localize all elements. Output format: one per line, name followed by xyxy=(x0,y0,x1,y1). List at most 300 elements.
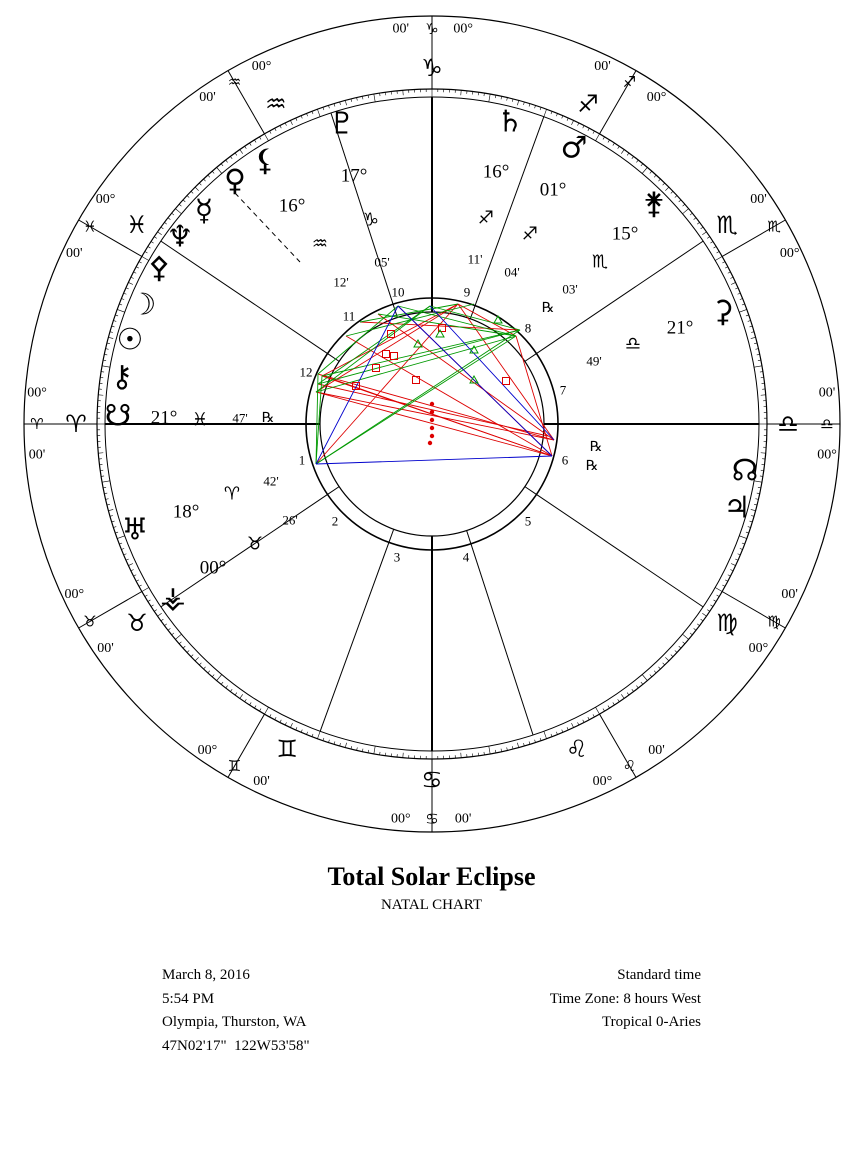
aspect-line-trine xyxy=(318,330,520,384)
outer-sign-label: ♈ xyxy=(30,415,44,433)
degree-tick xyxy=(345,743,346,748)
zodiac-band-sign: ♋ xyxy=(421,766,443,794)
conjunction-aspect-marker xyxy=(430,418,434,422)
degree-tick xyxy=(290,120,292,125)
degree-tick xyxy=(128,563,133,565)
conjunction-aspect-marker xyxy=(430,426,434,430)
degree-tick xyxy=(226,686,228,688)
cusp-degree: 16° xyxy=(278,195,306,217)
degree-tick xyxy=(683,204,685,206)
outer-minute-label: 00' xyxy=(648,742,665,758)
degree-tick xyxy=(345,100,346,105)
degree-tick xyxy=(126,288,129,289)
degree-tick xyxy=(108,337,113,338)
degree-tick xyxy=(735,288,738,289)
degree-tick xyxy=(583,126,584,129)
outer-degree-label: 00° xyxy=(646,90,667,106)
conjunction-aspect-marker xyxy=(430,410,434,414)
chart-date: March 8, 2016 xyxy=(162,967,250,983)
degree-tick xyxy=(270,131,271,134)
square-aspect-marker xyxy=(413,377,420,384)
degree-tick xyxy=(571,120,573,125)
degree-tick xyxy=(296,118,297,121)
house-cusp-inner-tick xyxy=(525,487,537,495)
degree-tick xyxy=(697,624,699,626)
degree-tick xyxy=(102,481,110,482)
degree-tick xyxy=(208,175,210,177)
degree-tick xyxy=(707,610,709,612)
retrograde-marker: ℞ xyxy=(585,458,599,474)
outer-degree-label: 00° xyxy=(64,586,85,602)
degree-tick xyxy=(145,595,148,597)
degree-tick xyxy=(161,227,163,229)
cusp-sign: ♈ xyxy=(223,483,241,505)
degree-tick xyxy=(374,94,375,102)
degree-tick xyxy=(588,717,589,720)
degree-tick xyxy=(618,146,620,148)
degree-tick xyxy=(250,702,252,705)
degree-tick xyxy=(654,175,656,177)
outer-degree-label: 00° xyxy=(453,21,474,37)
cusp-minute: 26' xyxy=(282,512,298,528)
aspect-line-square xyxy=(458,304,554,440)
degree-tick xyxy=(254,140,256,143)
house-number: 8 xyxy=(524,320,532,336)
house-cusp-line xyxy=(161,241,328,353)
degree-tick xyxy=(108,509,113,510)
degree-tick xyxy=(128,282,133,284)
degree-tick xyxy=(179,204,181,206)
house-cusp-inner-tick xyxy=(525,354,537,362)
outer-sign-label: ♏ xyxy=(767,217,781,236)
outer-degree-label: 00° xyxy=(779,246,800,262)
retrograde-marker: ℞ xyxy=(541,300,555,316)
zodiac-band-sign: ♊ xyxy=(276,735,298,764)
chart-location: Olympia, Thurston, WA xyxy=(162,1014,307,1030)
outer-minute-label: 00' xyxy=(66,246,83,262)
degree-tick xyxy=(544,731,547,739)
cusp-minute: 11' xyxy=(467,251,483,267)
cusp-degree: 01° xyxy=(539,179,567,201)
zodiac-band-sign: ♓ xyxy=(126,210,148,239)
degree-tick xyxy=(221,164,223,166)
degree-tick xyxy=(650,675,652,677)
degree-tick xyxy=(250,143,252,146)
degree-tick xyxy=(613,702,615,705)
cusp-minute: 03' xyxy=(562,281,578,297)
outer-minute-label: 00' xyxy=(750,191,767,207)
degree-tick xyxy=(694,628,696,630)
house-number: 3 xyxy=(393,549,401,565)
degree-tick xyxy=(583,720,584,723)
time-zone: Time Zone: 8 hours West xyxy=(549,990,701,1007)
outer-degree-label: 00° xyxy=(27,385,47,401)
cusp-minute: 12' xyxy=(333,274,349,290)
degree-tick xyxy=(187,650,189,652)
zodiac-band-sign: ♌ xyxy=(566,735,588,764)
degree-tick xyxy=(714,246,717,248)
degree-tick xyxy=(240,150,243,154)
degree-tick xyxy=(301,730,302,733)
degree-tick xyxy=(702,232,706,235)
degree-tick xyxy=(596,134,600,141)
house-number: 12 xyxy=(299,364,313,380)
degree-tick xyxy=(161,619,163,621)
degree-tick xyxy=(658,667,660,669)
degree-tick xyxy=(265,707,269,714)
degree-tick xyxy=(749,326,752,327)
aspect-line-minor xyxy=(316,456,552,464)
degree-tick xyxy=(642,167,647,173)
cusp-minute: 49' xyxy=(586,353,602,369)
zodiac-band-sign: ♎ xyxy=(777,410,799,438)
square-aspect-marker xyxy=(503,378,510,385)
degree-tick xyxy=(701,227,703,229)
house-cusp-line xyxy=(471,544,533,735)
degree-tick xyxy=(195,187,199,191)
degree-tick xyxy=(524,743,525,746)
outer-minute-label: 00' xyxy=(781,586,798,602)
degree-tick xyxy=(164,624,166,626)
degree-tick xyxy=(618,699,620,701)
degree-tick xyxy=(675,650,677,652)
degree-tick xyxy=(567,727,568,730)
planet-glyph-lilith: ⚸ xyxy=(254,143,276,179)
degree-tick xyxy=(280,126,281,129)
degree-tick xyxy=(245,699,247,701)
outer-minute-label: 00' xyxy=(253,774,270,790)
outer-minute-label: 00' xyxy=(199,90,216,106)
degree-tick xyxy=(578,123,579,126)
planet-glyph-eris: ♅ xyxy=(121,512,149,548)
degree-tick xyxy=(240,694,243,698)
outer-sign-label: ♓ xyxy=(83,217,97,236)
degree-tick xyxy=(567,118,568,121)
planet-glyph-pallas: ⚴ xyxy=(148,250,170,286)
aspect-line-trine xyxy=(398,306,516,336)
degree-tick xyxy=(212,171,214,173)
degree-tick xyxy=(717,595,720,597)
degree-tick xyxy=(259,137,261,140)
cusp-degree: 00° xyxy=(199,557,227,579)
degree-tick xyxy=(728,272,731,273)
degree-tick xyxy=(613,143,615,146)
degree-tick xyxy=(142,588,149,592)
zodiac-band-sign: ♈ xyxy=(65,410,87,438)
degree-tick xyxy=(117,309,125,312)
outer-minute-label: 00' xyxy=(28,447,46,463)
zodiac-type: Tropical 0-Aries xyxy=(601,1014,701,1030)
degree-tick xyxy=(489,94,490,102)
degree-tick xyxy=(682,634,688,639)
degree-tick xyxy=(632,689,634,691)
outer-minute-label: 00' xyxy=(818,385,836,401)
degree-tick xyxy=(571,723,573,728)
planet-glyph-ceres: ⚳ xyxy=(712,294,734,330)
conjunction-aspect-marker xyxy=(430,434,434,438)
cusp-sign: ♐ xyxy=(521,223,539,245)
degree-tick xyxy=(675,196,677,198)
degree-tick xyxy=(334,741,335,744)
degree-tick xyxy=(254,706,256,709)
outer-degree-label: 00° xyxy=(95,191,116,207)
conjunction-aspect-marker xyxy=(428,441,432,445)
planet-glyph-north-node: ☊ xyxy=(731,453,759,489)
degree-tick xyxy=(725,580,728,581)
degree-tick xyxy=(641,164,643,166)
degree-tick xyxy=(275,128,276,131)
degree-tick xyxy=(136,580,139,581)
aspect-grid xyxy=(316,304,554,464)
outer-minute-label: 00' xyxy=(392,21,410,37)
degree-tick xyxy=(245,146,247,148)
degree-tick xyxy=(665,657,669,661)
house-cusp-inner-tick xyxy=(389,529,394,542)
degree-tick xyxy=(265,134,269,141)
degree-tick xyxy=(285,722,286,725)
degree-tick xyxy=(562,116,563,119)
degree-tick xyxy=(199,183,201,185)
cusp-sign: ♓ xyxy=(191,409,209,431)
aspect-line-square xyxy=(318,374,554,440)
outer-minute-label: 00' xyxy=(97,641,114,657)
ring-5 xyxy=(320,312,544,536)
cusp-minute: 42' xyxy=(263,473,279,489)
degree-tick xyxy=(529,741,530,744)
degree-tick xyxy=(340,743,341,746)
retrograde-marker: ℞ xyxy=(589,439,603,455)
chart-title: Total Solar Eclipse xyxy=(327,862,536,891)
degree-tick xyxy=(134,575,137,576)
degree-tick xyxy=(195,657,199,661)
degree-tick xyxy=(226,160,228,162)
zodiac-band-sign: ♍ xyxy=(716,609,738,638)
degree-tick xyxy=(183,200,185,202)
degree-tick xyxy=(679,200,681,202)
degree-tick xyxy=(731,282,736,284)
degree-tick xyxy=(230,156,232,158)
cusp-degree: 15° xyxy=(611,223,639,245)
cusp-sign: ♐ xyxy=(477,207,495,229)
degree-tick xyxy=(722,262,725,263)
degree-tick xyxy=(340,102,341,105)
wheel-rings xyxy=(24,16,840,832)
planet-glyph-vesta: ⚶ xyxy=(160,580,186,616)
chart-subtitle: NATAL CHART xyxy=(380,897,483,913)
degree-tick xyxy=(738,293,741,294)
degree-tick xyxy=(731,563,736,565)
degree-tick xyxy=(301,116,302,119)
ring-4 xyxy=(306,298,558,550)
degree-tick xyxy=(317,731,320,739)
degree-tick xyxy=(158,232,162,235)
degree-tick xyxy=(179,642,181,644)
degree-tick xyxy=(212,675,214,677)
cusp-degree: 18° xyxy=(172,501,200,523)
degree-tick xyxy=(139,585,142,586)
degree-tick xyxy=(683,642,685,644)
cusp-degree: 16° xyxy=(482,161,510,183)
degree-tick xyxy=(738,554,741,555)
house-number: 6 xyxy=(561,452,569,468)
degree-tick xyxy=(654,671,656,673)
outer-sign-label: ♑ xyxy=(425,20,439,38)
degree-tick xyxy=(235,693,237,695)
planet-glyph-jupiter: ♃ xyxy=(723,490,751,526)
outer-sign-label: ♋ xyxy=(425,810,439,828)
degree-tick xyxy=(702,613,706,616)
cusp-sign: ♉ xyxy=(246,533,264,555)
degree-tick xyxy=(280,720,281,723)
degree-tick xyxy=(650,171,652,173)
degree-tick xyxy=(154,610,156,612)
outer-sign-label: ♌ xyxy=(622,757,637,776)
house-number: 9 xyxy=(463,284,471,300)
degree-tick xyxy=(124,293,127,294)
outer-degree-label: 00° xyxy=(197,742,218,758)
cusp-sign: ♎ xyxy=(624,333,642,355)
zodiac-band-sign: ♏ xyxy=(716,210,738,239)
house-number: 5 xyxy=(524,513,532,529)
planet-glyph-neptune: ♆ xyxy=(166,219,194,255)
degree-tick xyxy=(235,153,237,155)
degree-tick xyxy=(136,267,139,268)
degree-tick xyxy=(578,722,579,725)
degree-tick xyxy=(710,605,713,607)
degree-tick xyxy=(730,277,733,278)
chart-time: 5:54 PM xyxy=(162,990,215,1007)
degree-tick xyxy=(126,559,129,560)
outer-degree-label: 00° xyxy=(251,58,272,74)
cusp-degree: 21° xyxy=(666,317,694,339)
degree-tick xyxy=(627,153,629,155)
degree-tick xyxy=(690,213,692,215)
degree-tick xyxy=(275,717,276,720)
degree-tick xyxy=(187,196,189,198)
cusp-minute: 47' xyxy=(232,410,248,426)
degree-tick xyxy=(270,714,271,717)
degree-tick xyxy=(154,237,156,239)
degree-tick xyxy=(204,179,206,181)
degree-tick xyxy=(608,140,610,143)
degree-tick xyxy=(722,585,725,586)
zodiac-band-sign: ♉ xyxy=(126,609,148,638)
degree-tick xyxy=(627,693,629,695)
outer-degree-label: 00° xyxy=(390,811,411,827)
degree-tick xyxy=(735,559,738,560)
outer-degree-label: 00° xyxy=(592,774,613,790)
zodiac-band-sign: ♒ xyxy=(265,90,287,119)
outer-minute-label: 00' xyxy=(594,58,611,74)
degree-tick xyxy=(725,267,728,268)
degree-tick xyxy=(199,663,201,665)
house-number: 4 xyxy=(462,549,470,565)
outer-sign-label: ♎ xyxy=(820,415,834,433)
outer-degree-label: 00° xyxy=(817,447,837,463)
cusp-minute: 04' xyxy=(504,264,520,280)
degree-tick xyxy=(217,167,222,173)
degree-tick xyxy=(694,218,696,220)
planet-glyph-moon: ☽ xyxy=(129,287,157,323)
degree-tick xyxy=(642,674,647,680)
outer-degree-label: 00° xyxy=(748,641,769,657)
cusp-sign: ♏ xyxy=(591,251,609,273)
degree-tick xyxy=(707,237,709,239)
degree-tick xyxy=(131,570,134,571)
house-number: 2 xyxy=(331,513,339,529)
degree-tick xyxy=(544,109,547,117)
degree-tick xyxy=(110,332,113,333)
degree-tick xyxy=(175,209,181,214)
degree-tick xyxy=(151,242,154,244)
degree-tick xyxy=(221,682,223,684)
degree-tick xyxy=(110,516,113,517)
cusp-degree: 17° xyxy=(340,165,368,187)
conjunction-aspect-marker xyxy=(430,402,434,406)
degree-tick xyxy=(663,663,665,665)
degree-tick xyxy=(230,689,232,691)
planet-glyph-saturn: ♄ xyxy=(496,104,524,140)
degree-tick xyxy=(112,326,115,327)
degree-tick xyxy=(636,160,638,162)
degree-tick xyxy=(296,727,297,730)
outer-sign-label: ♒ xyxy=(227,72,242,91)
degree-tick xyxy=(679,646,681,648)
degree-tick xyxy=(697,222,699,224)
degree-tick xyxy=(124,554,127,555)
degree-tick xyxy=(717,251,720,253)
degree-tick xyxy=(562,730,563,733)
outer-sign-label: ♊ xyxy=(227,757,242,776)
degree-tick xyxy=(641,682,643,684)
degree-tick xyxy=(172,213,174,215)
degree-tick xyxy=(148,600,151,602)
degree-tick xyxy=(175,634,181,639)
degree-tick xyxy=(690,633,692,635)
degree-tick xyxy=(715,588,722,592)
degree-tick xyxy=(112,521,115,522)
cusp-degree: 21° xyxy=(150,407,178,429)
zodiac-band-sign: ♑ xyxy=(421,54,443,82)
degree-tick xyxy=(208,671,210,673)
planet-glyph-mars: ♂ xyxy=(560,130,588,166)
degree-tick xyxy=(739,309,747,312)
degree-tick xyxy=(191,655,193,657)
degree-tick xyxy=(588,128,589,131)
degree-tick xyxy=(751,337,756,338)
degree-tick xyxy=(131,277,134,278)
degree-tick xyxy=(632,156,634,158)
degree-tick xyxy=(603,137,605,140)
house-number: 11 xyxy=(342,308,356,324)
degree-tick xyxy=(593,714,594,717)
degree-tick xyxy=(621,694,624,698)
degree-tick xyxy=(739,536,747,539)
degree-tick xyxy=(151,605,154,607)
degree-tick xyxy=(665,187,669,191)
degree-tick xyxy=(290,723,292,728)
degree-tick xyxy=(259,709,261,712)
degree-tick xyxy=(168,628,170,630)
house-cusp-line xyxy=(536,494,703,606)
degree-tick xyxy=(751,509,756,510)
retrograde-marker: ℞ xyxy=(261,410,275,426)
zodiac-band-sign: ♐ xyxy=(577,90,599,119)
time-standard: Standard time xyxy=(617,967,701,983)
degree-tick xyxy=(671,191,673,193)
degree-tick xyxy=(102,366,110,367)
degree-tick xyxy=(134,272,137,273)
